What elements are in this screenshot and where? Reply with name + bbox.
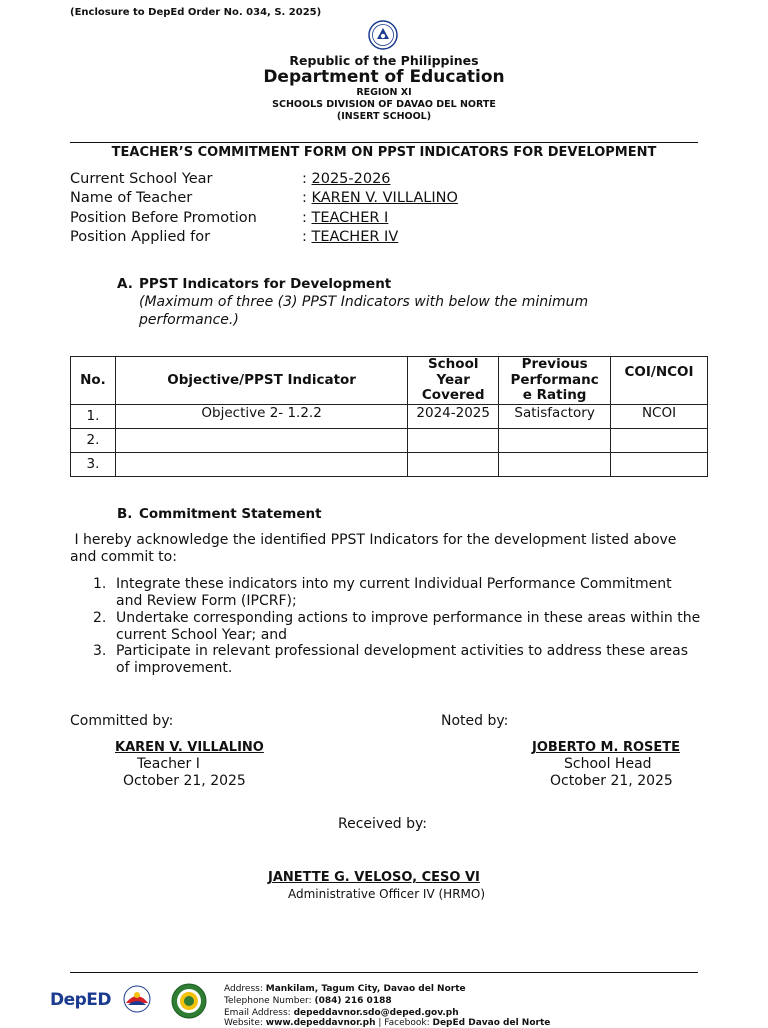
cell-coi: NCOI [611,404,708,428]
footer-address: Address: Mankilam, Tagum City, Davao del Norte [224,984,466,994]
noted-position: School Head [564,756,652,772]
info-value: KAREN V. VILLALINO [311,190,458,206]
received-by-label: Received by: [338,816,428,832]
footer-divider [70,972,698,973]
info-label: Name of Teacher [70,190,193,206]
info-label: Position Applied for [70,229,211,245]
cell-year[interactable] [408,428,499,452]
school-text: (INSERT SCHOOL) [336,111,432,122]
info-value: 2025-2026 [311,171,391,187]
info-colon: : TEACHER I [302,210,389,226]
deped-logo: DepED [50,990,112,1010]
list-number: 1. [93,576,107,592]
header-previous-rating: Previous Performanc e Rating [499,357,611,405]
header-school-year: School Year Covered [408,357,499,405]
bagong-pilipinas-logo-icon [120,983,154,1017]
list-number: 2. [93,610,107,626]
table-row [71,428,708,452]
section-letter: A. [117,276,133,292]
footer-telephone: Telephone Number: (084) 216 0188 [224,996,392,1006]
header-no: No. [71,357,116,405]
table-row [71,452,708,476]
cell-no: 1. [71,404,116,428]
list-text: Participate in relevant professional development activities to address these areas of improvement. [116,643,689,676]
cell-indicator[interactable] [115,452,407,476]
committed-date: October 21, 2025 [123,773,246,789]
cell-coi[interactable] [611,452,708,476]
department-title: Department of Education [263,67,505,87]
footer-website: Website: www.depeddavnor.ph | Facebook: DepEd Davao del Norte [224,1018,551,1028]
commitment-intro: I hereby acknowledge the identified PPST Indicators for the development listed above and commit to: [70,532,677,565]
info-value: TEACHER I [311,210,389,226]
deped-seal-icon [368,20,398,50]
region-text: REGION XI [356,87,412,98]
section-a-note: (Maximum of three (3) PPST Indicators with below the minimum performance.) [139,294,589,328]
cell-indicator[interactable] [115,428,407,452]
noted-date: October 21, 2025 [550,773,673,789]
info-colon: : KAREN V. VILLALINO [302,190,458,206]
received-name: JANETTE G. VELOSO, CESO VI [268,870,480,885]
committed-position: Teacher I [137,756,200,772]
enclosure-note: (Enclosure to DepEd Order No. 034, S. 2025) [70,7,322,18]
header-coi: COI/NCOI [611,357,708,405]
committed-name: KAREN V. VILLALINO [115,740,264,755]
list-text: Integrate these indicators into my current Individual Performance Commitment and Review Form (IPCRF); [116,576,672,609]
list-text: Undertake corresponding actions to improve performance in these areas within the current School Year; and [116,610,701,643]
info-colon: : TEACHER IV [302,229,399,245]
ppst-table [70,356,708,477]
cell-indicator: Objective 2- 1.2.2 [115,404,407,428]
cell-rating[interactable] [499,452,611,476]
section-title: PPST Indicators for Development [139,276,392,292]
division-text: SCHOOLS DIVISION OF DAVAO DEL NORTE [272,99,496,110]
table-row [71,404,708,428]
header-divider [70,142,698,143]
noted-by-label: Noted by: [441,713,509,729]
section-letter: B. [117,506,133,522]
list-number: 3. [93,643,107,659]
section-title: Commitment Statement [139,506,322,522]
cell-no: 2. [71,428,116,452]
footer-email: Email Address: depeddavnor.sdo@deped.gov.ph [224,1008,459,1018]
cell-year[interactable] [408,452,499,476]
committed-by-label: Committed by: [70,713,174,729]
form-title: TEACHER’S COMMITMENT FORM ON PPST INDICATORS FOR DEVELOPMENT [111,145,657,160]
cell-no: 3. [71,452,116,476]
noted-name: JOBERTO M. ROSETE [532,740,681,755]
header-indicator: Objective/PPST Indicator [115,357,407,405]
cell-rating[interactable] [499,428,611,452]
cell-rating: Satisfactory [499,404,611,428]
cell-coi[interactable] [611,428,708,452]
received-position: Administrative Officer IV (HRMO) [288,887,486,901]
table-header-row [71,357,708,405]
info-label: Current School Year [70,171,213,187]
info-colon: : 2025-2026 [302,171,391,187]
cell-year: 2024-2025 [408,404,499,428]
division-seal-icon [170,982,208,1020]
republic-text: Republic of the Philippines [289,53,479,68]
info-label: Position Before Promotion [70,210,257,226]
info-value: TEACHER IV [311,229,399,245]
